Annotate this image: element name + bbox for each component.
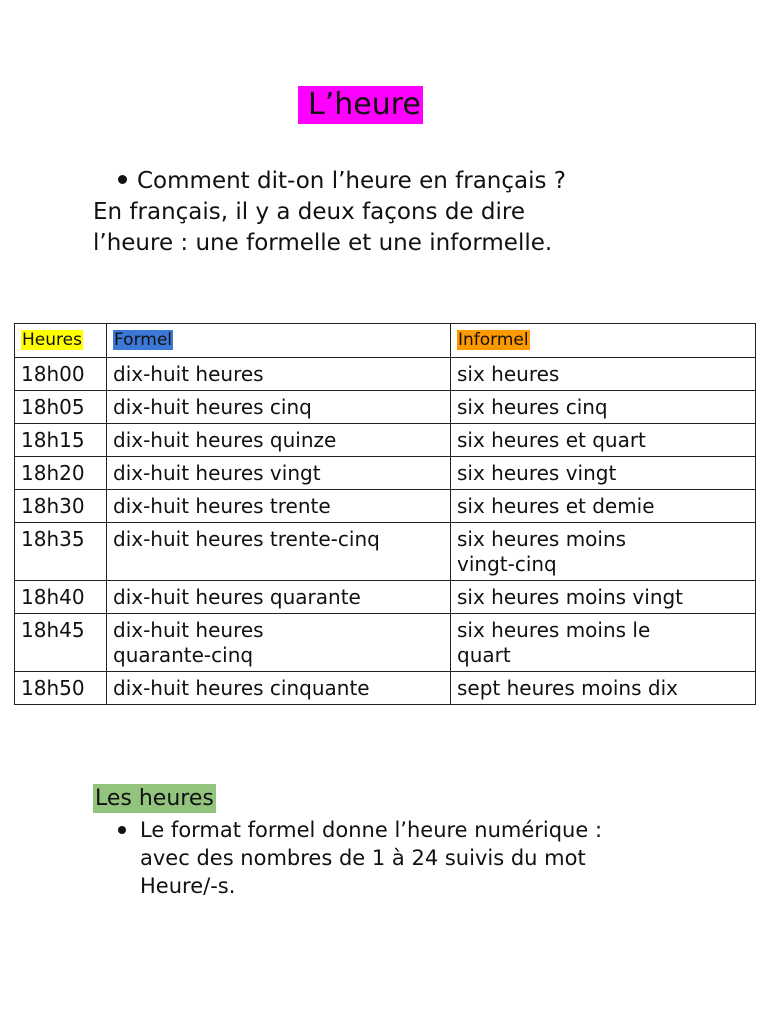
informal-cell: six heures moins vingt <box>451 581 756 614</box>
table-row <box>15 358 756 391</box>
informal-cell: six heures vingt <box>451 457 756 490</box>
table-row <box>15 581 756 614</box>
header-informel-label: Informel <box>458 330 529 350</box>
informal-cell: six heures et quart <box>451 424 756 457</box>
time-cell: 18h00 <box>15 358 107 391</box>
intro-question-text: Comment dit-on l’heure en français ? <box>137 168 567 194</box>
table-row <box>15 490 756 523</box>
intro-question <box>118 166 566 196</box>
header-cell-formel <box>107 324 451 358</box>
section-heading: Les heures <box>95 786 214 811</box>
time-cell: 18h35 <box>15 523 107 581</box>
formal-cell: dix-huit heures quinze <box>107 424 451 457</box>
header-cell-heures <box>15 324 107 358</box>
table-row <box>15 424 756 457</box>
informal-cell: sept heures moins dix <box>451 672 756 705</box>
page-title: L’heure <box>298 86 423 124</box>
header-heures-label: Heures <box>22 330 82 350</box>
informal-cell: six heures <box>451 358 756 391</box>
formal-cell: dix-huit heures trente <box>107 490 451 523</box>
time-cell: 18h40 <box>15 581 107 614</box>
time-cell: 18h45 <box>15 614 107 672</box>
informal-cell: six heures moins le quart <box>451 614 756 672</box>
formal-cell: dix-huit heures <box>107 358 451 391</box>
intro-paragraph <box>93 197 552 259</box>
table-row <box>15 672 756 705</box>
bullet-icon <box>118 826 126 834</box>
header-formel-label: Formel <box>114 330 173 350</box>
time-cell: 18h50 <box>15 672 107 705</box>
formal-cell: dix-huit heures cinq <box>107 391 451 424</box>
formal-cell: dix-huit heures quarante <box>107 581 451 614</box>
section-bullet-text: Le format formel donne l’heure numérique : avec des nombres de 1 à 24 suivis du mot Heure/-s. <box>140 818 603 898</box>
time-cell: 18h05 <box>15 391 107 424</box>
informal-cell: six heures moins vingt-cinq <box>451 523 756 581</box>
formal-cell: dix-huit heures quarante-cinq <box>107 614 451 672</box>
intro-line-2: l’heure : une formelle et une informelle. <box>93 230 553 256</box>
formal-cell: dix-huit heures vingt <box>107 457 451 490</box>
time-table <box>14 323 756 705</box>
formal-cell: dix-huit heures trente-cinq <box>107 523 451 581</box>
header-cell-informel <box>451 324 756 358</box>
time-cell: 18h15 <box>15 424 107 457</box>
time-cell: 18h30 <box>15 490 107 523</box>
intro-line-1: En français, il y a deux façons de dire <box>93 199 525 225</box>
informal-cell: six heures et demie <box>451 490 756 523</box>
table-row <box>15 614 756 672</box>
table-header-row <box>15 324 756 358</box>
formal-cell: dix-huit heures cinquante <box>107 672 451 705</box>
table-row <box>15 523 756 581</box>
time-cell: 18h20 <box>15 457 107 490</box>
bullet-icon <box>118 175 127 184</box>
table-row <box>15 457 756 490</box>
informal-cell: six heures cinq <box>451 391 756 424</box>
table-row <box>15 391 756 424</box>
section-bullet <box>118 816 700 900</box>
